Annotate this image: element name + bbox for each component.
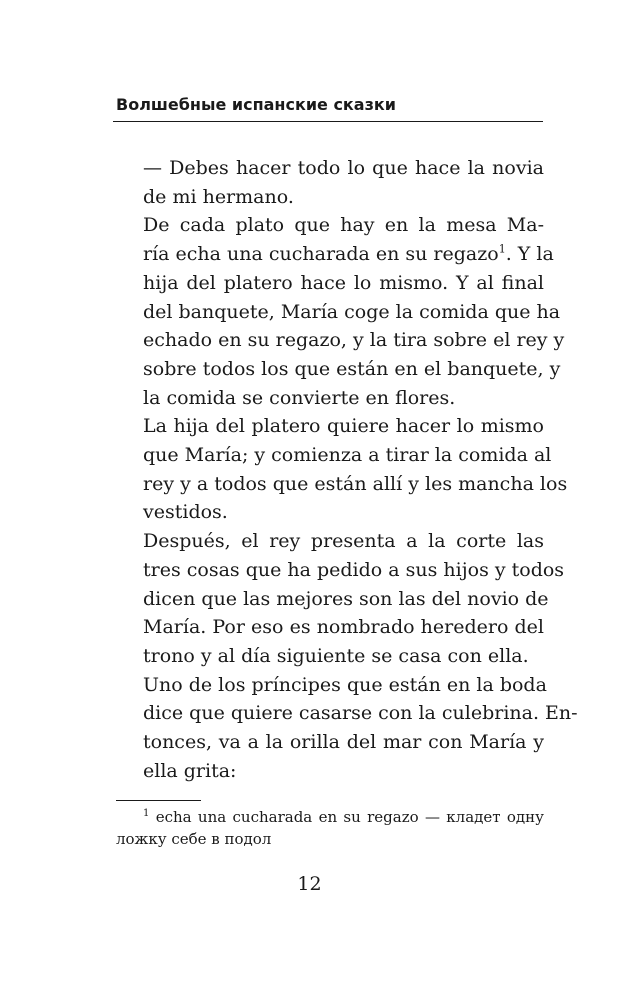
footnote-text: echa una cucharada en su regazo — кладет одну xyxy=(149,808,544,826)
paragraph-2 xyxy=(116,211,565,412)
text-line: vestidos. xyxy=(143,501,228,524)
text-fragment: ría echa una cucharada en su regazo xyxy=(143,243,499,266)
text-line: dicen que las mejores son las del novio de xyxy=(143,587,549,610)
text-line: echado en su regazo, y la tira sobre el rey y xyxy=(143,329,565,352)
footnote-rule xyxy=(116,800,201,801)
paragraph-3 xyxy=(116,412,568,527)
text-line: de mi hermano. xyxy=(143,185,294,208)
text-line: tonces, va a la orilla del mar con María y xyxy=(143,731,544,754)
footnote-reference: 1 xyxy=(498,242,506,256)
text-line: trono y al día siguiente se casa con ella. xyxy=(143,644,529,667)
footnote-marker: 1 xyxy=(143,808,150,819)
header-rule xyxy=(113,121,543,122)
paragraph-4 xyxy=(116,527,565,671)
text-line: Uno de los príncipes que están en la boda xyxy=(143,673,547,696)
text-line: De cada plato que hay en la mesa Ma- xyxy=(143,214,544,237)
text-line: del banquete, María coge la comida que ha xyxy=(143,300,561,323)
paragraph-5 xyxy=(116,671,578,786)
page-number: 12 xyxy=(297,873,322,895)
text-line: dice que quiere casarse con la culebrina. En- xyxy=(143,702,578,725)
paragraph-1 xyxy=(116,154,544,211)
footnote-line: ложку себе в подол xyxy=(116,830,272,848)
text-line: La hija del platero quiere hacer lo mismo xyxy=(143,415,544,438)
text-line: sobre todos los que están en el banquete, y xyxy=(143,357,561,380)
text-line xyxy=(116,240,554,269)
text-line: ella grita: xyxy=(143,759,237,782)
text-line: que María; y comienza a tirar la comida al xyxy=(143,444,552,467)
footnote-line xyxy=(116,806,544,828)
text-line: hija del platero hace lo mismo. Y al final xyxy=(143,271,544,294)
text-line: tres cosas que ha pedido a sus hijos y todos xyxy=(143,558,565,581)
text-line: Después, el rey presenta a la corte las xyxy=(143,530,544,553)
text-line: rey y a todos que están allí y les mancha los xyxy=(143,472,568,495)
text-line: — Debes hacer todo lo que hace la novia xyxy=(143,157,544,179)
footnote xyxy=(116,806,544,850)
text-line: María. Por eso es nombrado heredero del xyxy=(143,616,544,639)
running-header: Волшебные испанские сказки xyxy=(116,95,396,114)
page-body xyxy=(116,154,578,785)
text-line: la comida se convierte en flores. xyxy=(143,386,456,409)
text-fragment: . Y la xyxy=(505,243,554,266)
